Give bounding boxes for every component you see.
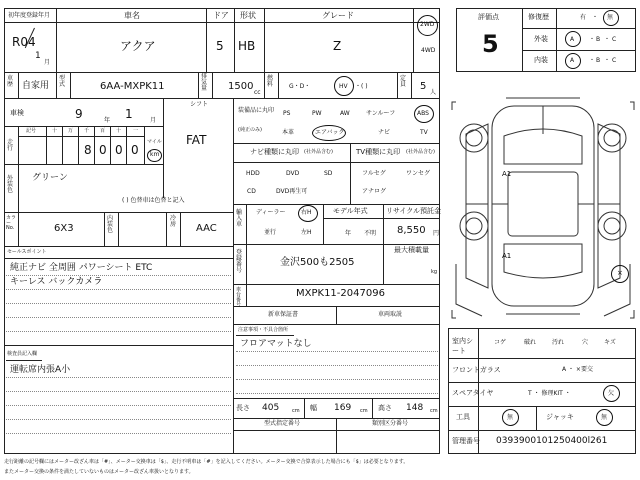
notes-value: フロアマットなし [240, 339, 312, 349]
equip-abs: ABS [417, 110, 429, 117]
load-label: 最大積載量 [394, 246, 429, 254]
footer-line1: 走行距離の記号欄にはメーター改ざん車は「#」、メーター交換車は「$」、走行不明車は「#」を記入してください。メーター交換で合算表示した場合にも「$」は必要となります。 [4, 459, 409, 465]
mileage-unit-2: 万 [68, 128, 74, 134]
load-unit: kg [431, 269, 438, 275]
inspection-month: 1 [125, 107, 133, 121]
manual: 車両取説 [378, 311, 403, 318]
mileage-digit-0: 8 [84, 143, 92, 157]
first-reg-value: R04 [12, 35, 36, 49]
import-left: 左H [301, 229, 312, 236]
width-label: 幅 [310, 404, 317, 412]
width-value: 169 [334, 403, 352, 413]
spare-circled: 欠 [608, 390, 615, 397]
sales-point-label: セールスポイント [7, 249, 47, 255]
ac-value: AAC [196, 223, 217, 234]
car-name-value: アクア [120, 39, 156, 53]
inspection-month-unit: 月 [150, 117, 157, 124]
navi-cd: CD [247, 188, 256, 195]
import-dealer: ディーラー [256, 209, 286, 216]
mileage-unit-3: 千 [84, 128, 90, 134]
mileage-digit-2: 0 [115, 143, 123, 157]
mile-label: マイル [147, 139, 162, 145]
equip-pw: PW [312, 110, 322, 117]
seat-item-3: 穴 [582, 339, 589, 346]
equipment-subtitle: (純正のみ) [238, 127, 262, 133]
fuel-paren: ・( ) [355, 83, 368, 90]
class-label: 類別区分番号 [372, 420, 409, 427]
mileage-digit-3: 0 [131, 143, 139, 157]
score-label: 評価点 [478, 13, 499, 21]
grade-value: Z [333, 39, 342, 53]
inspector-line1: 運転席内張A小 [10, 365, 71, 375]
glass-label: フロントガラス [452, 366, 501, 374]
navi-sd: SD [324, 170, 333, 177]
equip-navi: ナビ [378, 129, 391, 136]
import-parallel: 並行 [264, 229, 277, 236]
width-unit: cm [360, 408, 368, 414]
height-value: 148 [406, 403, 424, 413]
mileage-unit-5: 十 [116, 128, 122, 134]
grade-label: グレード [322, 11, 354, 20]
sales-point-line2: キーレス バックカメラ [10, 277, 103, 287]
seat-item-1: 破れ [524, 339, 537, 346]
color-no-label: カラーNo. [6, 215, 17, 231]
usage-label: 車歴 [7, 75, 14, 88]
glass-value: A ・ ×要交 [562, 366, 593, 373]
seat-item-2: 汚れ [552, 339, 565, 346]
seat-item-0: コゲ [494, 339, 507, 346]
mileage-unit-0: 記号 [26, 128, 37, 134]
shape-label: 形状 [240, 11, 256, 20]
equip-tv: TV [420, 129, 428, 136]
color-no-value: 6X3 [54, 223, 74, 234]
diagram-x-mark: × [617, 269, 623, 277]
fuel-label: 燃料 [267, 75, 274, 88]
displacement-value: 1500 [228, 81, 254, 92]
designation-label: 型式指定番号 [264, 420, 301, 427]
month-unit: 月 [44, 59, 51, 66]
int-c: C [612, 57, 617, 64]
tv-note: (社外品含む) [406, 149, 435, 155]
int-label: 内装 [534, 56, 548, 64]
new-car-warranty: 新車保証書 [268, 311, 299, 318]
capacity-unit: 人 [430, 89, 437, 96]
inspection-year-unit: 年 [104, 117, 111, 124]
drive-alt: 4WD [421, 47, 436, 54]
capacity-label: 定員 [400, 75, 407, 88]
import-label: 輸入車 [236, 209, 243, 228]
import-right: 右H [301, 209, 312, 216]
length-unit: cm [292, 408, 300, 414]
displacement-label: 排気量 [201, 73, 208, 92]
diagram-mark-a1-bottom: A1 [502, 252, 512, 260]
mileage-label: 走行 [7, 139, 14, 152]
capacity-value: 5 [420, 81, 427, 92]
model-label: 型式 [59, 75, 66, 88]
exterior-value: グリーン [32, 173, 68, 183]
inspection-year: 9 [75, 107, 83, 121]
first-reg-month: 1 [35, 51, 41, 61]
mileage-unit-6: 一 [133, 128, 139, 134]
spare-items: T ・ 修理KIT ・ [528, 390, 571, 397]
navi-note: (社外品含む) [304, 149, 333, 155]
tools-label: 工具 [456, 413, 470, 421]
reg-no-label: 登録番号 [236, 249, 243, 274]
mileage-unit-4: 百 [100, 128, 106, 134]
fuel-circled: HV [339, 83, 348, 90]
equip-airbag: エアバック [315, 129, 345, 136]
model-year-label: モデル年式 [333, 207, 368, 215]
tv-analog: アナログ [362, 188, 387, 195]
tv-fullseg: フルセグ [362, 170, 386, 177]
equip-sunroof: サンルーフ [366, 110, 396, 117]
car-name-label: 車名 [124, 11, 140, 20]
int-a: A [570, 57, 575, 64]
sales-point-line1: 純正ナビ 全周囲 パワーシート ETC [10, 263, 153, 273]
shape-value: HB [238, 39, 256, 53]
mileage-unit-1: 十 [52, 128, 58, 134]
recycle-label: リサイクル預託金 [386, 207, 442, 215]
fuel-options: G・D・ [289, 83, 311, 90]
km-label: km [150, 151, 160, 158]
shift-value: FAT [186, 133, 207, 147]
height-unit: cm [430, 408, 438, 414]
interior-label: 内装色 [107, 215, 114, 234]
auction-inspection-sheet: 初年度登録年月 R04 1 月 車名 アクア ドア 5 形状 HB グレード Z 2WD 4WD 車歴 自家用 型式 6AA-MXPK11 排気量 1500 cc 燃料 G・D・ HV ・( ) 定員 5 人 車検 9 年 1 月 シフト FAT 走行 記号 十 万 千 百 十 一 8 0 0 0 マイル km 外装色 グリーン ( ) 色替車は色替と記入 カラーNo. 6X3 内装色 冷房 AAC セールスポイント 純正ナビ 全周囲 パワーシート ETC キーレス バックカメラ 検査員記入欄 運転席内張A小 装備品に丸印 (純正のみ) PS PW AW サンルーフ ABS 本革 エアバック ナビ TV ナビ種類に丸印 (社外品含む) HDD DVD SD CD DVD再生可 TV種類に丸印 (社外品含む) フルセグ ワンセグ アナログ 輸入車 ディーラー 右H 並行 左H モデル年式 年 不明 リサイクル預託金 8,550 円 登録番号 金沢500も2505 最大積載量 kg 車台番号 MXPK11-2047096 新車保証書 車両取説 注意事項・不具合箇所 フロアマットなし 長さ 405 cm 幅 169 cm 高さ 148 cm 型式指定番号 類別区分番号 評価点 5 修復歴 有 ・ 無 外装 A ・ B ・ C 内装 A ・ B ・ C A1 A1 × 室内シート コゲ 破れ 汚れ 穴 キズ フロントガラス A ・ ×要交 スペアタイヤ T ・ 修理KIT ・ 欠 工具 無 ジャッキ 無 管理番号 0393900101250400l261 走行距離の記号欄にはメーター改ざん車は「#」、メーター交換車は「$」、走行不明車は「#」を記入してください。メーター交換で合算表示した場合にも「$」は必要となります。 またメーター交換の条件を満たしていないものはメーター改ざん車扱いとなります。 [0, 0, 640, 480]
int-b: B [596, 57, 601, 64]
door-label: ドア [213, 11, 229, 20]
door-value: 5 [216, 39, 224, 53]
cc-unit: cc [254, 89, 261, 96]
footer-line2: またメーター交換の条件を満たしていないものはメーター改ざん車扱いとなります。 [4, 469, 194, 475]
spare-label: スペアタイヤ [452, 389, 494, 397]
recycle-value: 8,550 [397, 225, 426, 236]
length-value: 405 [262, 403, 280, 413]
ac-label: 冷房 [170, 215, 177, 228]
model-year-unknown: 不明 [364, 230, 377, 237]
height-label: 高さ [378, 404, 392, 412]
inspector-label: 検査員記入欄 [7, 351, 38, 357]
ext-c: C [612, 36, 617, 43]
tv-title: TV種類に丸印 [356, 148, 401, 156]
reg-no-value: 金沢500も2505 [280, 257, 355, 268]
ext-b: B [596, 36, 601, 43]
first-reg-label: 初年度登録年月 [8, 12, 51, 19]
exterior-label: 外装色 [7, 175, 14, 194]
mgmt-label: 管理番号 [452, 437, 480, 445]
equip-aw: AW [340, 110, 350, 117]
equipment-title: 装備品に丸印 [238, 107, 275, 114]
navi-dvd: DVD [286, 170, 300, 177]
ext-a: A [570, 36, 575, 43]
repair-yes: 有 [580, 14, 587, 21]
ext-label: 外装 [534, 35, 548, 43]
model-value: 6AA-MXPK11 [100, 81, 165, 92]
usage-value: 自家用 [22, 81, 50, 91]
chassis-label: 車台番号 [236, 287, 242, 308]
exterior-note: ( ) 色替車は色替と記入 [122, 197, 185, 204]
jack-circled: 無 [601, 414, 608, 421]
navi-title: ナビ種類に丸印 [250, 148, 299, 156]
car-diagram [448, 94, 638, 326]
navi-dvd-play: DVD再生可 [276, 188, 308, 195]
score-value: 5 [482, 30, 499, 58]
inspection-label: 車検 [10, 109, 24, 117]
tv-oneseg: ワンセグ [406, 170, 431, 177]
notes-label: 注意事項・不具合箇所 [238, 327, 289, 333]
equip-ps: PS [283, 110, 291, 117]
length-label: 長さ [236, 404, 250, 412]
drive-circled: 2WD [420, 21, 435, 28]
mgmt-value: 0393900101250400l261 [496, 436, 608, 446]
mileage-digit-1: 0 [99, 143, 107, 157]
jack-label: ジャッキ [546, 413, 574, 421]
navi-hdd: HDD [246, 170, 260, 177]
model-year-unit: 年 [345, 230, 352, 237]
chassis-value: MXPK11-2047096 [296, 288, 385, 299]
seat-label: 室内シート [452, 337, 473, 355]
diagram-mark-a1-top: A1 [502, 170, 512, 178]
equip-leather: 本革 [282, 129, 295, 136]
repair-no: 無 [607, 14, 614, 21]
shift-label: シフト [190, 101, 209, 108]
repair-label: 修復歴 [528, 13, 549, 21]
tools-circled: 無 [507, 414, 514, 421]
recycle-unit: 円 [433, 230, 440, 237]
seat-item-4: キズ [604, 339, 616, 346]
